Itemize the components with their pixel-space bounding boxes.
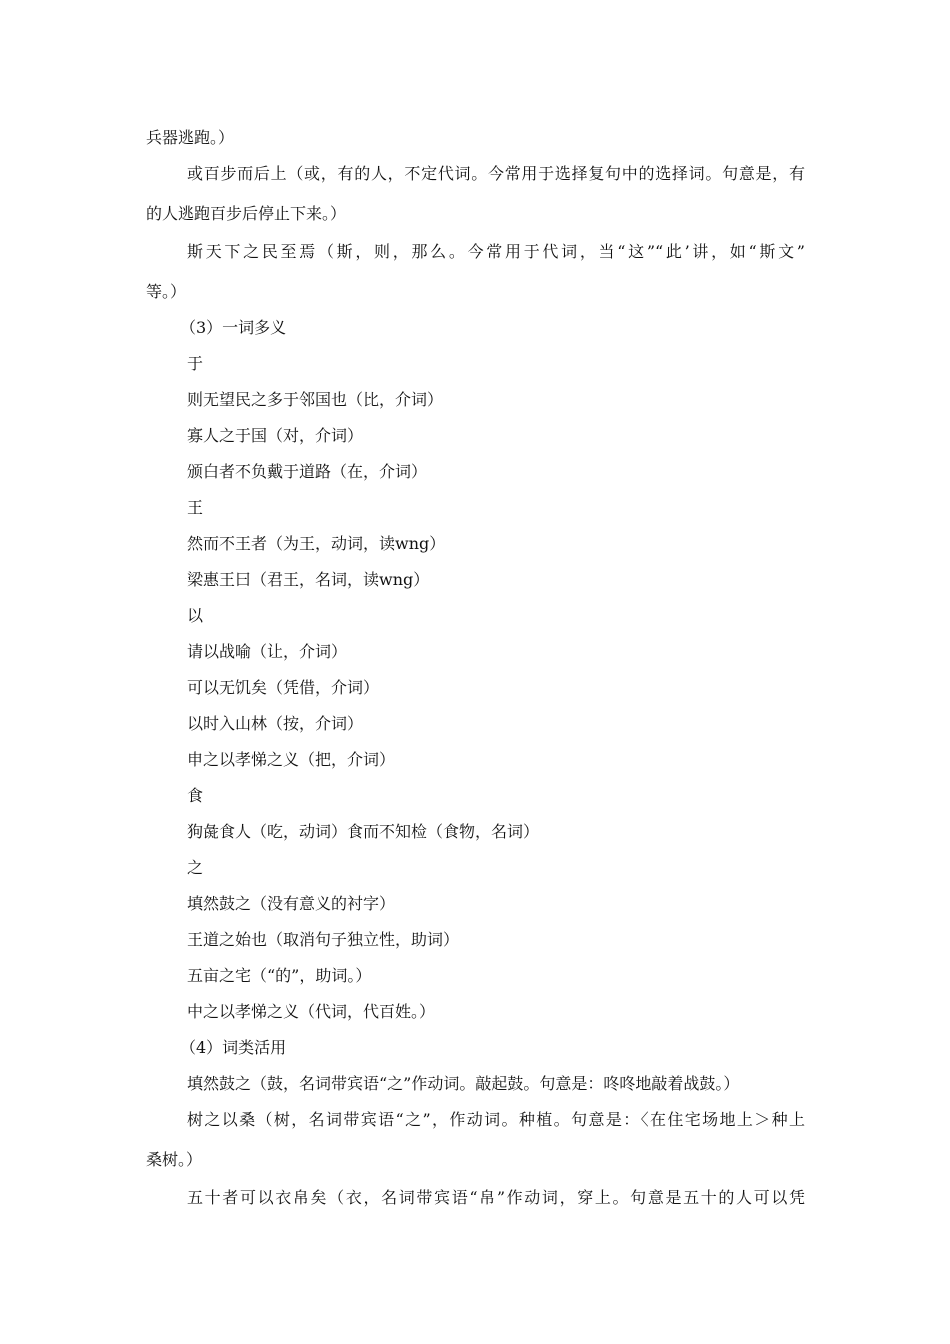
- text-line: 五亩之宅（“的”，助词。）: [187, 966, 372, 985]
- text-line: 的人逃跑百步后停止下来。）: [146, 204, 347, 223]
- text-line: 填然鼓之（鼓，名词带宾语“之”作动词。敲起鼓。句意是：咚咚地敲着战鼓。）: [187, 1074, 740, 1093]
- text-line: 以: [187, 606, 204, 625]
- text-line: 兵器逃跑。）: [146, 128, 235, 147]
- section-heading: （4）词类活用: [180, 1038, 287, 1057]
- text-line: 于: [187, 354, 204, 373]
- text-line: 寡人之于国（对，介词）: [187, 426, 364, 445]
- text-line: 中之以孝悌之义（代词，代百姓。）: [187, 1002, 436, 1021]
- text-line: 五十者可以衣帛矣（衣，名词带宾语“帛”作动词，穿上。句意是五十的人可以凭: [187, 1188, 805, 1207]
- text-line: 王道之始也（取消句子独立性，助词）: [187, 930, 460, 949]
- text-line: 填然鼓之（没有意义的衬字）: [187, 894, 396, 913]
- text-line: 或百步而后上（或，有的人，不定代词。今常用于选择复句中的选择词。句意是，有: [187, 164, 805, 183]
- text-line: 以时入山林（按，介词）: [187, 714, 364, 733]
- text-line: 然而不王者（为王，动词，读wng）: [187, 534, 446, 553]
- text-line: 桑树。）: [146, 1150, 203, 1169]
- text-line: 可以无饥矣（凭借，介词）: [187, 678, 380, 697]
- section-heading: （3）一词多义: [180, 318, 287, 337]
- text-line: 食: [187, 786, 204, 805]
- text-line: 请以战喻（让，介词）: [187, 642, 348, 661]
- text-line: 申之以孝悌之义（把，介词）: [187, 750, 396, 769]
- text-line: 斯天下之民至焉（斯，则，那么。今常用于代词，当“这”“此’讲，如“斯文”: [187, 242, 805, 261]
- text-line: 则无望民之多于邻国也（比，介词）: [187, 390, 444, 409]
- text-line: 等。）: [146, 282, 187, 301]
- text-line: 梁惠王曰（君王，名词，读wng）: [187, 570, 430, 589]
- text-line: 王: [187, 498, 204, 517]
- text-line: 颁白者不负戴于道路（在，介词）: [187, 462, 428, 481]
- text-line: 狗彘食人（吃，动词）食而不知检（食物，名词）: [187, 822, 540, 841]
- text-line: 之: [187, 858, 204, 877]
- text-line: 树之以桑（树，名词带宾语“之”，作动词。种植。句意是：〈在住宅场地上＞种上: [187, 1110, 805, 1129]
